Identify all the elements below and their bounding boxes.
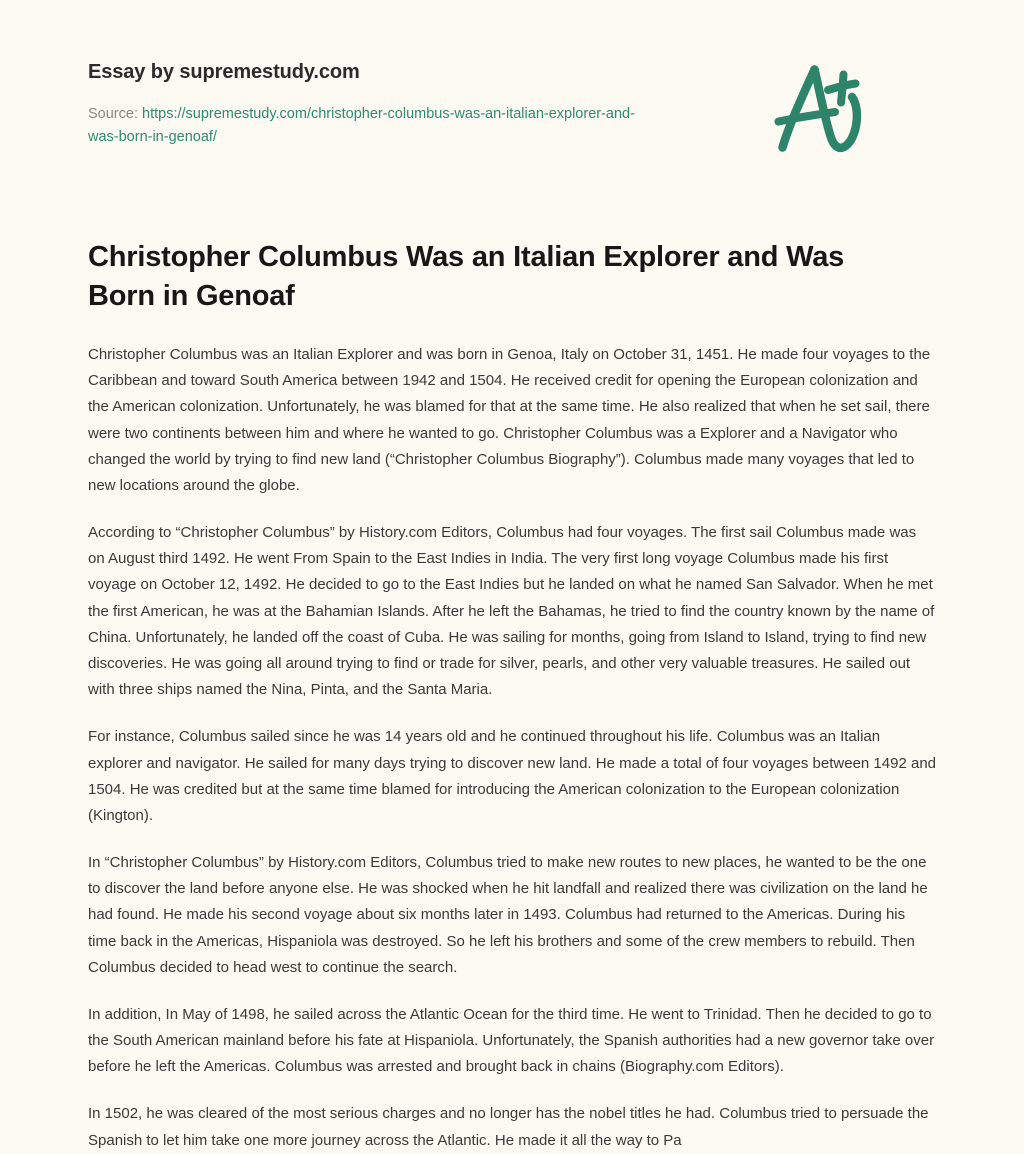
source-url-link[interactable]: https://supremestudy.com/christopher-columbus-was-an-italian-explorer-and-was-born-in-genoaf/: [88, 106, 635, 146]
body-paragraph: According to “Christopher Columbus” by History.com Editors, Columbus had four voyages. The first sail Columbus made was on August third 1492. He went From Spain to the East Indies in India. The very first long voyage Columbus made his first voyage on October 12, 1492. He decided to go to the East Indies but he landed on what he named San Salvador. When he met the first American, he was at the Bahamian Islands. After he left the Bahamas, he tried to find the country known by the name of China. Unfortunately, he landed off the coast of Cuba. He was sailing for months, going from Island to Island, trying to find new discoveries. He was going all around trying to find or trade for silver, pearls, and other very valuable treasures. He sailed out with three ships named the Nina, Pinta, and the Santa Maria.: [88, 524, 935, 699]
essay-attribution: Essay by supremestudy.com: [88, 61, 360, 83]
body-paragraph: Christopher Columbus was an Italian Explorer and was born in Genoa, Italy on October 31, 1451. He made four voyages to the Caribbean and toward South America between 1942 and 1504. He received credit for opening the European colonization and the American colonization. Unfortunately, he was blamed for that at the same time. He also realized that when he set sail, there were two continents between him and where he wanted to go. Christopher Columbus was a Explorer and a Navigator who changed the world by trying to find new land (“Christopher Columbus Biography”). Columbus made many voyages that led to new locations around the globe.: [88, 346, 931, 494]
a-plus-logo-icon: [760, 52, 878, 164]
body-paragraph: In addition, In May of 1498, he sailed across the Atlantic Ocean for the third time. He went to Trinidad. Then he decided to go to the South American mainland before his fate at Hispaniola. Unfortunately, the Spanish authorities had a new governor take over before he left the Americas. Columbus was arrested and brought back in chains (Biography.com Editors).: [88, 1005, 935, 1076]
body-paragraph: For instance, Columbus sailed since he was 14 years old and he continued throughout his life. Columbus was an Italian explorer and navigator. He sailed for many days trying to discover new land. He made a total of four voyages between 1492 and 1504. He was credited but at the same time blamed for introducing the American colonization to the European colonization (Kington).: [88, 728, 936, 824]
essay-body: [88, 315, 936, 1154]
source-label: Source:: [88, 106, 138, 122]
body-paragraph: In 1502, he was cleared of the most serious charges and no longer has the nobel titles he had. Columbus tried to persuade the Spanish to let him take one more journey across the Atlantic. He made it all the way to Pa: [88, 1105, 929, 1149]
body-paragraph: In “Christopher Columbus” by History.com Editors, Columbus tried to make new routes to new places, he wanted to be the one to discover the land before anyone else. He was shocked when he hit landfall and realized there was civilization on the land he had found. He made his second voyage about six months later in 1493. Columbus had returned to the Americas. During his time back in the Americas, Hispaniola was destroyed. So he left his brothers and some of the crew members to rebuild. Then Columbus decided to head west to continue the search.: [88, 854, 928, 976]
source-line: [88, 103, 648, 150]
supremestudy-logo: [760, 52, 878, 164]
document-header: [88, 0, 936, 150]
page-title: Christopher Columbus Was an Italian Explorer and Was Born in Genoaf: [88, 240, 845, 312]
